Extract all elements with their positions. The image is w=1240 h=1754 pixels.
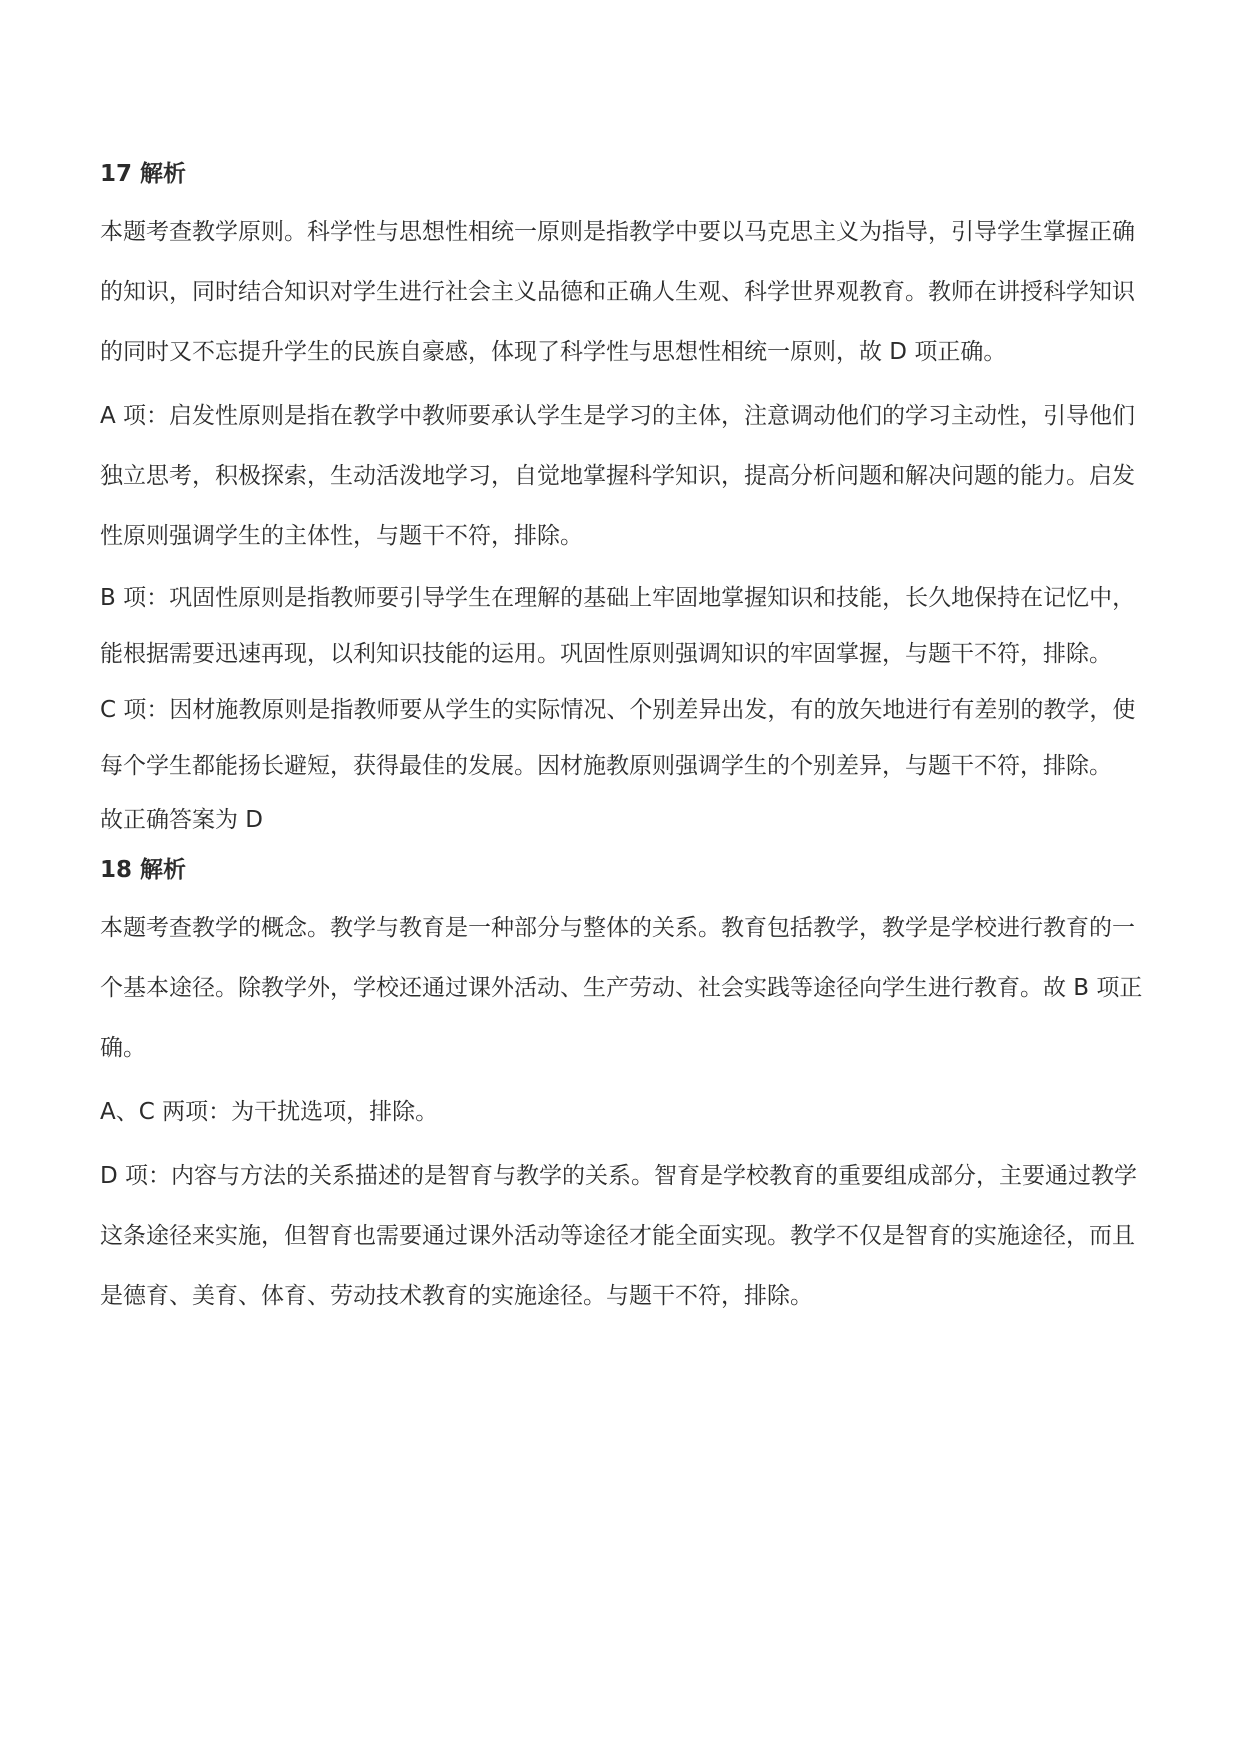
- analysis-intro: 本题考查教学原则。科学性与思想性相统一原则是指教学中要以马克思主义为指导，引导学生掌握正确的知识，同时结合知识对学生进行社会主义品德和正确人生观、科学世界观教育。教师在讲授科学知识的同时又不忘提升学生的民族自豪感，体现了科学性与思想性相统一原则，故 D 项正确。: [100, 219, 1135, 365]
- option-b-explanation: B 项：巩固性原则是指教师要引导学生在理解的基础上牢固地掌握知识和技能，长久地保持在记忆中，能根据需要迅速再现，以利知识技能的运用。巩固性原则强调知识的牢固掌握，与题干不符，排除。: [100, 585, 1136, 667]
- correct-answer: 故正确答案为 D: [100, 807, 264, 833]
- section-18-analysis: [100, 854, 1150, 1326]
- option-a-explanation: A 项：启发性原则是指在教学中教师要承认学生是学习的主体，注意调动他们的学习主动性，引导他们独立思考，积极探索，生动活泼地学习，自觉地掌握科学知识，提高分析问题和解决问题的能力。启发性原则强调学生的主体性，与题干不符，排除。: [100, 403, 1136, 549]
- option-d-explanation: D 项：内容与方法的关系描述的是智育与教学的关系。智育是学校教育的重要组成部分，主要通过教学这条途径来实施，但智育也需要通过课外活动等途径才能全面实现。教学不仅是智育的实施途径，而且是德育、美育、体育、劳动技术教育的实施途径。与题干不符，排除。: [100, 1163, 1138, 1309]
- section-title: 17 解析: [100, 161, 187, 187]
- section-17-analysis: [100, 158, 1150, 840]
- section-title: 18 解析: [100, 857, 187, 883]
- option-c-explanation: C 项：因材施教原则是指教师要从学生的实际情况、个别差异出发，有的放矢地进行有差别的教学，使每个学生都能扬长避短，获得最佳的发展。因材施教原则强调学生的个别差异，与题干不符，排除。: [100, 697, 1136, 779]
- analysis-intro: 本题考查教学的概念。教学与教育是一种部分与整体的关系。教育包括教学，教学是学校进行教育的一个基本途径。除教学外，学校还通过课外活动、生产劳动、社会实践等途径向学生进行教育。故 B 项正确。: [100, 915, 1143, 1061]
- document-content: [100, 158, 1150, 1330]
- option-ac-explanation: A、C 两项：为干扰选项，排除。: [100, 1099, 439, 1125]
